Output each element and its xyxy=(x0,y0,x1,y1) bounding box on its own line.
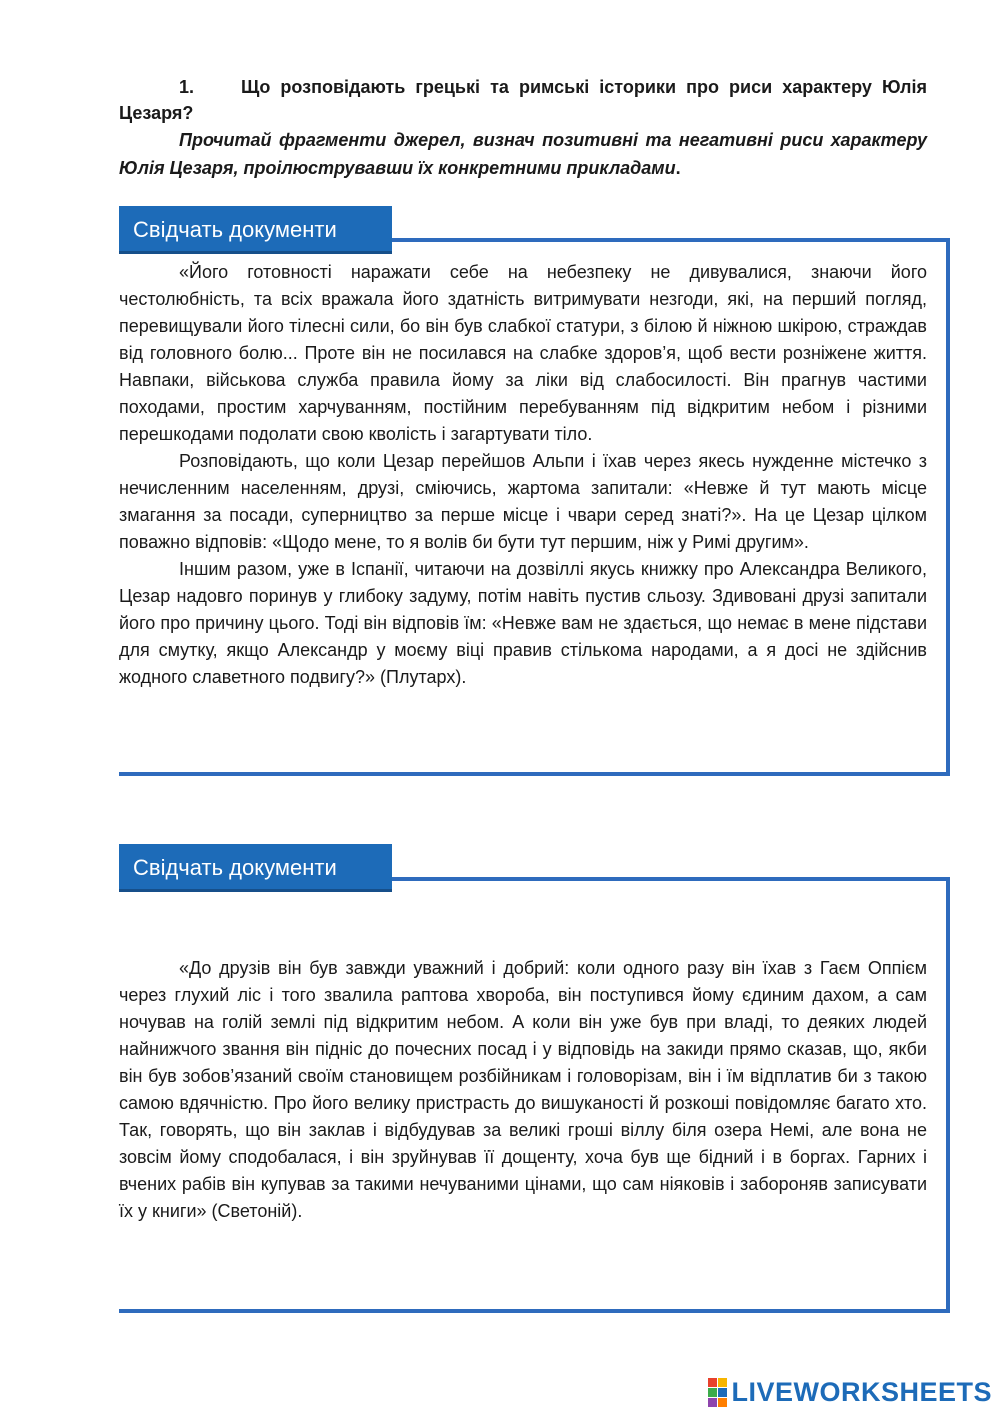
doc1-paragraph-1: «Його готовності наражати себе на небезпеку не дивувалися, знаючи його честолюбність, та всіх вражала його здатність витримувати незгоди, які, на перший погляд, перевищували його тілесні сили, бо він був слабкої статури, з білою й ніжною шкірою, страждав від головного болю... Проте він не посилався на слабке здоров’я, щоб вести розніжене життя. Навпаки, військова служба правила йому за ліки від слабосилості. Він прагнув частими походами, простим харчуванням, постійним перебуванням під відкритим небом і різними перешкодами подолати свою кволість і загартувати тіло. xyxy=(119,262,927,444)
doc2-paragraph-1: «До друзів він був завжди уважний і добрий: коли одного разу він їхав з Гаєм Оппієм через глухий ліс і того звалила раптова хвороба, він поступився йому єдиним дахом, а сам ночував на голій землі під відкритим небом. А коли він уже був при владі, то деяких людей найнижчого звання він підніс до почесних посад і у відповідь на закиди прямо сказав, що, якби він був зобов’язаний своїм становищем розбійникам і головорізам, він і їм відплатив би з такою самою вдячністю. Про його велику пристрасть до вишуканості й розкоші повідомляє багато хто. Так, говорять, що він заклав і відбудував за великі гроші віллу біля озера Немі, але вона не зовсім йому сподобалася, і він зруйнував її дощенту, хоча був ще бідний і в боргах. Гарних і вчених рабів він купував за такими нечуваними цінами, що сам ніяковів і забороняв записувати їх у книги» (Светоній). xyxy=(119,958,927,1221)
logo-mark-icon xyxy=(708,1378,727,1407)
doc1-header: Свідчать документи xyxy=(119,206,392,254)
doc2-body xyxy=(119,955,927,1225)
task-instruction xyxy=(119,126,927,182)
doc1-body xyxy=(119,259,927,691)
doc1-paragraph-2: Розповідають, що коли Цезар перейшов Альпи і їхав через якесь нужденне містечко з нечисленним населенням, друзі, сміючись, жартома запитали: «Невже й тут мають місце змагання за посади, суперництво за перше місце і чвари серед знаті?». На це Цезар цілком поважно відповів: «Щодо мене, то я волів би бути тут першим, ніж у Римі другим». xyxy=(119,451,927,552)
doc2-header: Свідчать документи xyxy=(119,844,392,892)
logo-text: LIVEWORKSHEETS xyxy=(731,1376,992,1407)
task-question xyxy=(119,74,927,126)
liveworksheets-logo[interactable] xyxy=(708,1377,992,1407)
task-instruction-text: Прочитай фрагменти джерел, визнач позитивні та негативні риси характеру Юлія Цезаря, проілюструвавши їх конкретними прикладами xyxy=(119,130,927,178)
task-instruction-end: . xyxy=(675,158,681,178)
task-number: 1. xyxy=(179,77,195,97)
doc1-paragraph-3: Іншим разом, уже в Іспанії, читаючи на дозвіллі якусь книжку про Александра Великого, Цезар надовго поринув у глибоку задуму, потім навіть пустив сльозу. Здивовані друзі запитали його про причину цього. Тоді він відповів їм: «Невже вам не здається, що немає в мене підстави для смутку, якщо Александр у моєму віці правив стількома народами, а я досі не здійснив жодного славетного подвигу?» (Плутарх). xyxy=(119,559,927,687)
task-question-text: Що розповідають грецькі та римські історики про риси характеру Юлія Цезаря? xyxy=(119,77,927,123)
